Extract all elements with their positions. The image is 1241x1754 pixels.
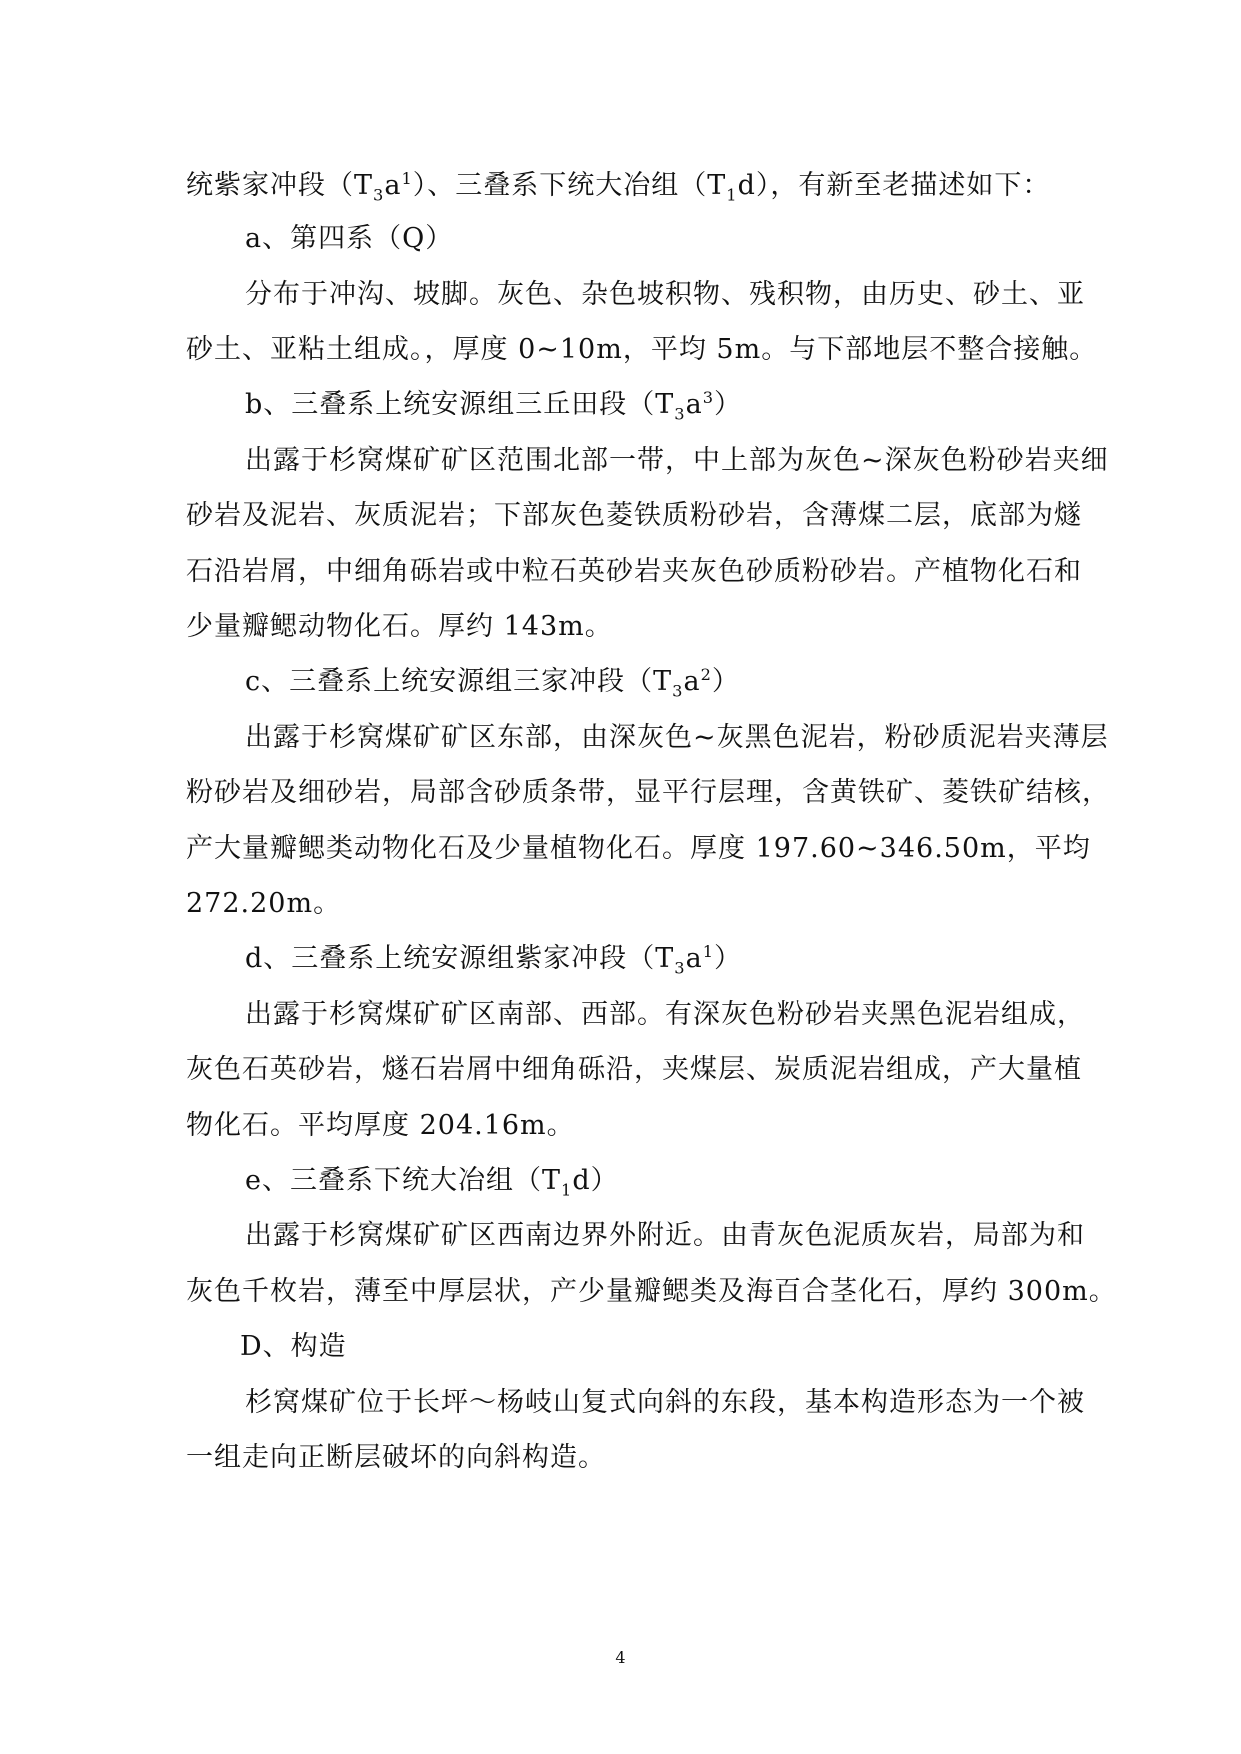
section-c-line: 272.20m。	[186, 888, 342, 919]
section-c-line: 产大量瓣鳃类动物化石及少量植物化石。厚度 197.60~346.50m，平均	[186, 833, 1091, 864]
text-run: ）、三叠系下统大冶组（T	[412, 170, 727, 201]
text-run: d）	[572, 1165, 619, 1196]
subscript: 3	[373, 185, 385, 205]
section-c-heading	[245, 664, 740, 700]
section-e-heading	[245, 1163, 619, 1199]
text-run: e、三叠系下统大冶组（T	[245, 1165, 561, 1196]
text-run: ）	[714, 389, 743, 420]
section-b-heading	[245, 387, 742, 423]
text-run: ）	[711, 666, 740, 697]
section-a-heading: a、第四系（Q）	[245, 223, 454, 254]
superscript: 2	[700, 665, 712, 684]
section-d-line: 物化石。平均厚度 204.16m。	[186, 1110, 575, 1141]
text-run: 统紫家冲段（T	[186, 170, 374, 201]
subscript: 1	[561, 1180, 573, 1200]
text-run: a	[683, 666, 701, 697]
section-d-line: 出露于杉窝煤矿矿区南部、西部。有深灰色粉砂岩夹黑色泥岩组成，	[245, 999, 1085, 1030]
subscript: 3	[674, 958, 686, 978]
section-d-heading	[245, 941, 742, 977]
section-b-line: 出露于杉窝煤矿矿区范围北部一带，中上部为灰色~深灰色粉砂岩夹细	[245, 445, 1109, 476]
section-c-line: 出露于杉窝煤矿矿区东部，由深灰色~灰黑色泥岩，粉砂质泥岩夹薄层	[245, 722, 1109, 753]
section-e-line: 灰色千枚岩，薄至中厚层状，产少量瓣鳃类及海百合茎化石，厚约 300m。	[186, 1276, 1117, 1307]
text-run: d），有新至老描述如下：	[737, 170, 1051, 201]
section-b-line: 石沿岩屑，中细角砾岩或中粒石英砂岩夹灰色砂质粉砂岩。产植物化石和	[186, 556, 1082, 587]
text-run: a	[685, 389, 703, 420]
section-b-line: 少量瓣鳃动物化石。厚约 143m。	[186, 611, 613, 642]
subscript: 1	[726, 185, 738, 205]
text-run: a	[685, 943, 703, 974]
superscript: 3	[702, 388, 715, 407]
section-b-line: 砂岩及泥岩、灰质泥岩；下部灰色菱铁质粉砂岩，含薄煤二层，底部为燧	[186, 500, 1082, 531]
text-run: a	[384, 170, 402, 201]
section-e-line: 出露于杉窝煤矿矿区西南边界外附近。由青灰色泥质灰岩，局部为和	[245, 1220, 1085, 1251]
section-d-line: 灰色石英砂岩，燧石岩屑中细角砾沿，夹煤层、炭质泥岩组成，产大量植	[186, 1054, 1082, 1085]
section-c-line: 粉砂岩及细砂岩，局部含砂质条带，显平行层理，含黄铁矿、菱铁矿结核，	[186, 777, 1110, 808]
superscript: 1	[401, 169, 413, 188]
section-structure-heading: D、构造	[240, 1331, 347, 1362]
text-run: ）	[714, 943, 743, 974]
section-a-line: 分布于冲沟、坡脚。灰色、杂色坡积物、残积物，由历史、砂土、亚	[245, 279, 1085, 310]
page-number: 4	[615, 1648, 626, 1667]
text-run: c、三叠系上统安源组三家冲段（T	[245, 666, 673, 697]
subscript: 3	[672, 681, 684, 701]
section-structure-line: 一组走向正断层破坏的向斜构造。	[186, 1442, 606, 1473]
subscript: 3	[674, 404, 686, 424]
section-a-line: 砂土、亚粘土组成。，厚度 0~10m，平均 5m。与下部地层不整合接触。	[186, 334, 1098, 365]
text-run: b、三叠系上统安源组三丘田段（T	[245, 389, 675, 420]
section-structure-line: 杉窝煤矿位于长坪～杨岐山复式向斜的东段，基本构造形态为一个被	[245, 1387, 1085, 1418]
text-run: d、三叠系上统安源组紫家冲段（T	[245, 943, 675, 974]
superscript: 1	[702, 942, 715, 961]
intro-line	[186, 168, 1050, 204]
